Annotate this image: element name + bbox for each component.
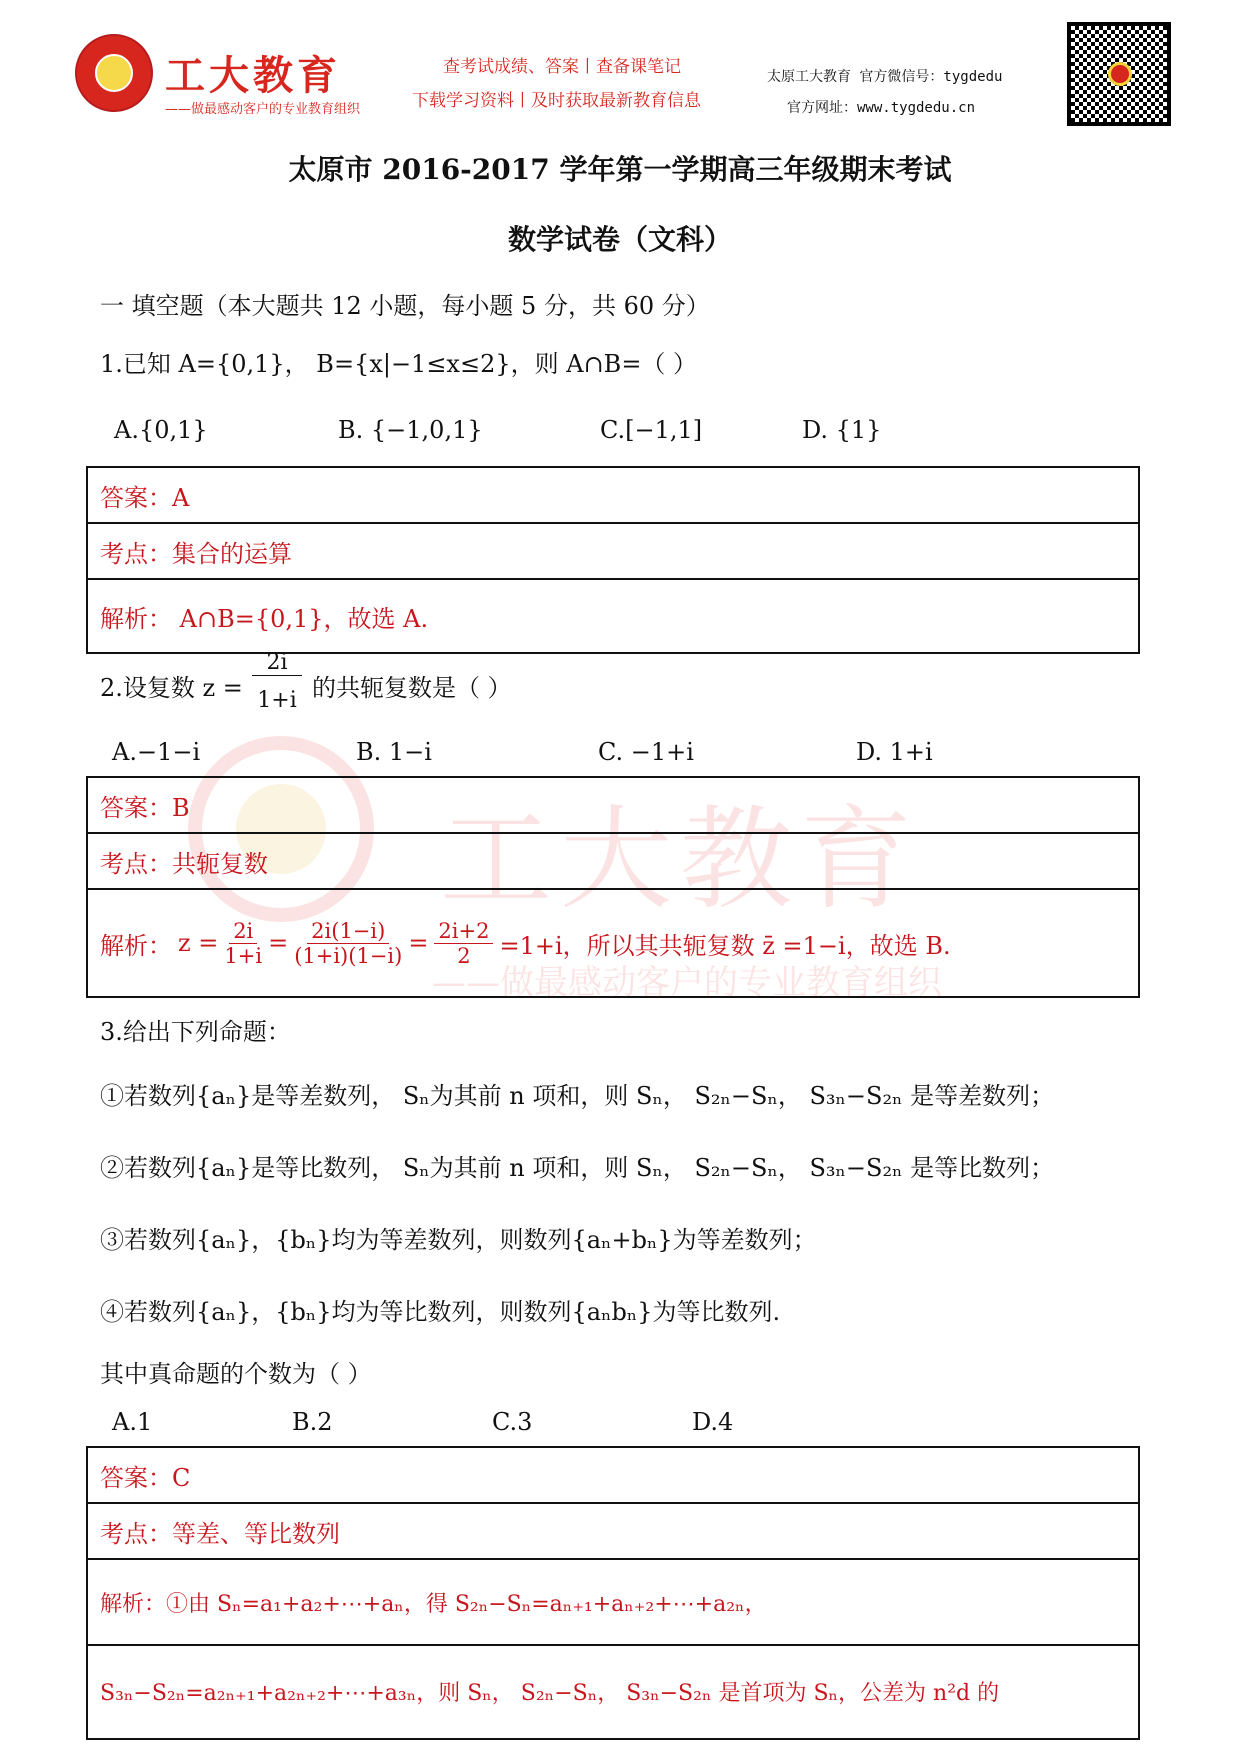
wechat-id: 太原工大教育 官方微信号：tygdedu	[767, 69, 1003, 85]
q2-fraction-2	[294, 919, 402, 968]
q1-analysis: 解析： A∩B={0,1}，故选 A.	[100, 604, 429, 633]
q2-stem-prefix: 2.设复数 z =	[100, 674, 243, 702]
q2-analysis-z: z =	[178, 929, 219, 957]
q2-fraction-1-num: 2i	[229, 919, 257, 944]
q3-proposition-2: ②若数列{aₙ}是等比数列， Sₙ为其前 n 项和，则 Sₙ， S₂ₙ−Sₙ， S₃ₙ−S₂ₙ 是等比数列；	[100, 1154, 1055, 1182]
q3-option-a: A.1	[112, 1408, 153, 1436]
logo-center	[95, 54, 133, 92]
q2-point: 考点：共轭复数	[88, 834, 1138, 890]
watermark-brand: 工大教育	[440, 795, 920, 925]
watermark-slogan: ——做最感动客户的专业教育组织	[432, 963, 942, 1003]
q3-proposition-1: ①若数列{aₙ}是等差数列， Sₙ为其前 n 项和，则 Sₙ， S₂ₙ−Sₙ， S₃ₙ−S₂ₙ 是等差数列；	[100, 1082, 1055, 1110]
q2-fraction-3	[434, 919, 493, 968]
q3-analysis-line-2: S₃ₙ−S₂ₙ=a₂ₙ₊₁+a₂ₙ₊₂+⋯+a₃ₙ，则 Sₙ， S₂ₙ−Sₙ， S₃ₙ−S₂ₙ 是首项为 Sₙ，公差为 n²d 的	[100, 1680, 1000, 1706]
q2-fraction-3-num: 2i+2	[434, 919, 493, 944]
q3-option-c: C.3	[492, 1408, 533, 1436]
q2-option-b: B. 1−i	[356, 738, 432, 766]
q3-proposition-4: ④若数列{aₙ}，{bₙ}均为等比数列，则数列{aₙbₙ}为等比数列.	[100, 1298, 781, 1326]
q1-answer-box	[86, 466, 1140, 654]
promo-line-1: 查考试成绩、答案丨查备课笔记	[443, 57, 681, 77]
q1-option-c: C.[−1,1]	[600, 416, 703, 444]
q1-option-a: A.{0,1}	[114, 416, 208, 444]
q2-fraction-2-den: (1+i)(1−i)	[294, 943, 403, 968]
q3-answer: 答案：C	[88, 1448, 1138, 1504]
website: 官方网址：www.tygdedu.cn	[787, 100, 976, 116]
q1-answer: 答案：A	[88, 468, 1138, 524]
q2-option-a: A.−1−i	[112, 738, 201, 766]
q2-option-d: D. 1+i	[856, 738, 933, 766]
q1-stem: 1.已知 A={0,1}， B={x|−1≤x≤2}，则 A∩B=（ ）	[100, 350, 698, 378]
q2-fraction-1	[224, 919, 262, 968]
promo-line-2: 下载学习资料丨及时获取最新教育信息	[412, 91, 701, 111]
qr-logo-icon	[1108, 62, 1132, 86]
q2-analysis-tail: =1+i，所以其共轭复数 z̄ =1−i，故选 B.	[499, 931, 951, 960]
exam-title: 太原市 2016-2017 学年第一学期高三年级期末考试	[288, 153, 952, 186]
q2-stem-suffix: 的共轭复数是（ ）	[312, 674, 512, 702]
q2-stem-denominator: 1+i	[257, 688, 297, 713]
exam-subtitle: 数学试卷（文科）	[507, 223, 732, 256]
q3-option-d: D.4	[692, 1408, 734, 1436]
q1-option-d: D. {1}	[802, 416, 882, 444]
q2-fraction-1-den: 1+i	[224, 943, 263, 968]
q3-answer-box	[86, 1446, 1140, 1740]
brand-slogan: ——做最感动客户的专业教育组织	[165, 102, 361, 117]
q3-point: 考点：等差、等比数列	[88, 1504, 1138, 1560]
section-heading: 一 填空题（本大题共 12 小题，每小题 5 分，共 60 分）	[100, 292, 710, 320]
q2-fraction-2-num: 2i(1−i)	[307, 919, 389, 944]
q2-stem-numerator: 2i	[252, 650, 302, 676]
brand-logo	[75, 34, 153, 112]
q1-point: 考点：集合的运算	[88, 524, 1138, 580]
q3-proposition-3: ③若数列{aₙ}，{bₙ}均为等差数列，则数列{aₙ+bₙ}为等差数列；	[100, 1226, 817, 1254]
q2-analysis-label: 解析：	[100, 931, 172, 960]
q2-fraction-3-den: 2	[457, 943, 471, 968]
q2-option-c: C. −1+i	[598, 738, 694, 766]
q3-analysis-line-1: 解析：①由 Sₙ=a₁+a₂+⋯+aₙ，得 S₂ₙ−Sₙ=aₙ₊₁+aₙ₊₂+⋯+a₂ₙ，	[88, 1560, 1138, 1646]
brand-name: 工大教育	[165, 53, 341, 99]
q3-stem: 3.给出下列命题：	[100, 1018, 291, 1046]
q2-answer: 答案：B	[88, 778, 1138, 834]
q3-question: 其中真命题的个数为（ ）	[100, 1360, 372, 1388]
q1-option-b: B. {−1,0,1}	[338, 416, 483, 444]
q3-option-b: B.2	[292, 1408, 333, 1436]
q2-analysis: 解析： z = $\frac{2i}{1+i}$ = $\frac{2i(1-i)}{(1+i)(1-i)}$ = $\frac{2i+2}{2}$ =1+i，所以其共轭复数 z̄ =1−i，故选 B.	[100, 918, 951, 968]
q2-answer-box	[86, 776, 1140, 998]
